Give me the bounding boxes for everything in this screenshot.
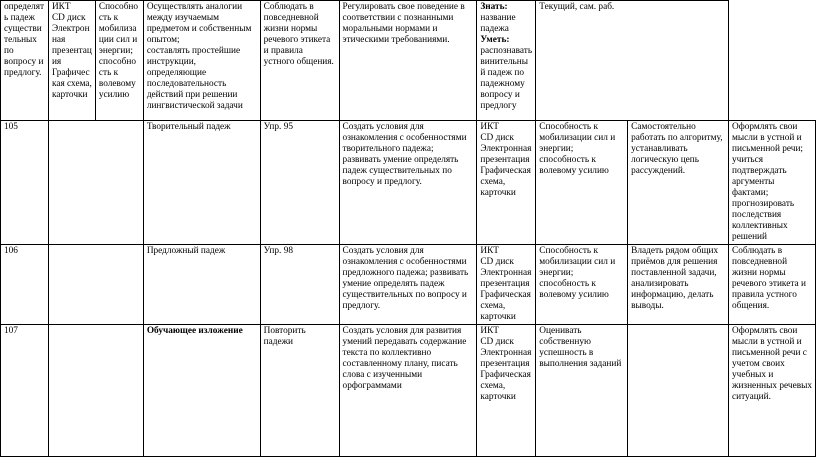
cell-communicative: Оформлять свои мысли в устной и письменной речи; учиться подтверждать аргументы фактами; прогнозировать последствия коллективных решений [729,121,816,245]
cell-regulative [628,325,729,457]
can-text: распознавать винительный падеж по падежному вопросу и предлогу [480,46,533,111]
cell-communicative: Оформлять свои мысли в устной и письменной речи с учетом своих учебных и жизненных речевых ситуаций. [729,325,816,457]
cell-empty [48,121,143,245]
cell-exercise: Повторить падежи [260,325,339,457]
cell-regulative: Владеть рядом общих приёмов для решения поставленной задачи, анализировать информацию, делать выводы. [628,245,729,325]
cell-lesson-topic: Обучающее изложение [143,325,260,457]
table-row [1,121,816,245]
cell-resources: ИКТ CD диск Электронная презентация Графическая схема, карточки [48,1,95,121]
cell-lesson-number: 106 [1,245,49,325]
cell-lesson-topic: Предложный падеж [143,245,260,325]
cell-personal-results: Оценивать собственную успешность в выполнения заданий [536,325,628,457]
cell-communicative: Соблюдать в повседневной жизни нормы речевого этикета и правила устного общения. [729,245,816,325]
cell-personal-results: Способность к мобилизации сил и энергии; способность к волевому усилию [536,121,628,245]
can-label: Уметь: [480,35,510,45]
table-row [1,245,816,325]
cell-resources: ИКТ CD диск Электронная презентация Графическая схема, карточки [477,245,536,325]
cell-empty [48,245,143,325]
cell-goal: Создать условия для ознакомления с особенностями творительного падежа; развивать умение определять падеж существительных по вопросу и предлогу. [339,121,477,245]
cell-control: Текущий, сам. раб. [536,1,729,121]
cell-empty [729,1,816,121]
cell-personal-results: Способность к мобилизации сил и энергии; способность к волевому усилию [95,1,143,121]
cell-know-can [477,1,536,121]
know-text: название падежа [480,13,516,34]
cell-goal: Создать условия для ознакомления с особенностями предложного падежа; развивать умение определять падеж существительных по вопросу и предлогу. [339,245,477,325]
cell-personal-results: Способность к мобилизации сил и энергии; способность к волевому усилию [536,245,628,325]
cell-topic-continuation: определять падеж существительных по вопросу и предлогу. [1,1,49,121]
cell-empty [48,325,143,457]
table-row [1,1,816,121]
cell-cognitive: Осуществлять аналогии между изучаемым предметом и собственным опытом; составлять простейшие инструкции, определяющие последовательность действий при решении лингвистической задачи [143,1,260,121]
cell-goal: Создать условия для развития умений передавать содержание текста по коллективно составленному плану, писать слова с изученными орфограммами [339,325,477,457]
cell-resources: ИКТ CD диск Электронная презентация Графическая схема, карточки [477,121,536,245]
cell-lesson-topic: Творительный падеж [143,121,260,245]
cell-resources: ИКТ CD диск Электронная презентация Графическая схема, карточки [477,325,536,457]
cell-lesson-number: 105 [1,121,49,245]
cell-regulative: Регулировать свое поведение в соответствии с познанными моральными нормами и этическими требованиями. [339,1,477,121]
cell-lesson-number: 107 [1,325,49,457]
cell-exercise: Упр. 98 [260,245,339,325]
cell-communicative: Соблюдать в повседневной жизни нормы речевого этикета и правила устного общения. [260,1,339,121]
know-label: Знать: [480,2,508,12]
table-row [1,325,816,457]
cell-regulative: Самостоятельно работать по алгоритму, устанавливать логическую цепь рассуждений. [628,121,729,245]
cell-exercise: Упр. 95 [260,121,339,245]
